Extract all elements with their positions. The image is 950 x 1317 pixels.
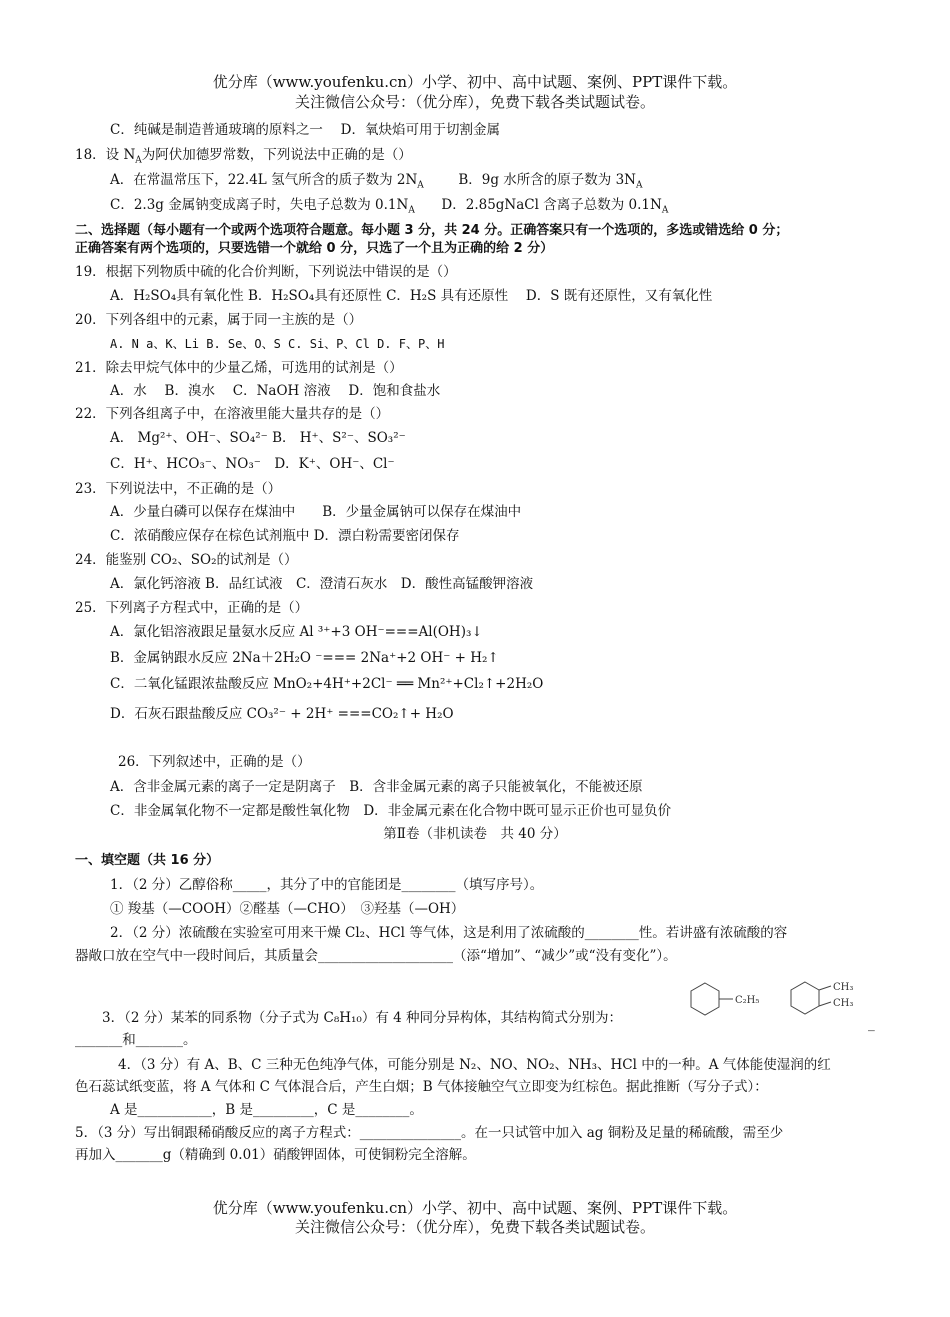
fill-q2-line-2: 器敞口放在空气中一段时间后，其质量会____________________（添“增加”、“减少”或“没有变化”）。 [75,948,677,964]
fill-q1-options: ① 羧基（—COOH）②醛基（—CHO） ③羟基（—OH） [110,901,465,917]
footer-line-1: 优分库（www.youfenku.cn）小学、初中、高中试题、案例、PPT课件下载。 [212,1199,738,1217]
q22-options-cd: C．H⁺、HCO₃⁻、NO₃⁻ D．K⁺、OH⁻、Cl⁻ [110,456,395,472]
fill-section-heading: 一、填空题（共 16 分） [75,853,220,868]
q17-options-cd: C．纯碱是制造普通玻璃的原料之一 D．氧炔焰可用于切割金属 [110,122,500,138]
methyl-label-1: CH₃ [833,982,854,993]
fill-q1: 1．（2 分）乙醇俗称_____，其分了中的官能团是________（填写序号）。 [110,877,544,893]
q25-option-c: C．二氧化锰跟浓盐酸反应 MnO₂+4H⁺+2Cl⁻ ══ Mn²⁺+Cl₂↑+2H₂O [110,676,544,692]
q23-stem: 23．下列说法中，不正确的是（） [75,481,282,497]
q20-stem: 20．下列各组中的元素，属于同一主族的是（） [75,312,363,328]
q23-options-cd: C．浓硝酸应保存在棕色试剂瓶中 D．漂白粉需要密闭保存 [110,528,460,544]
fill-q5-line-1: 5．（3 分）写出铜跟稀硝酸反应的离子方程式：_______________。在一只试管中加入 ag 铜粉及足量的稀硫酸，需至少 [75,1125,784,1141]
q18-options-cd: C．2.3g 金属钠变成离子时，失电子总数为 $0.1N_A$ D．2.85gNaCl 含离子总数为 $0.1N_A$ [110,197,669,216]
ethylbenzene-structure [685,975,770,1025]
q21-stem: 21．除去甲烷气体中的少量乙烯，可选用的试剂是（） [75,360,403,376]
fill-q4-line-1: 4．（3 分）有 A、B、C 三种无色纯净气体，可能分别是 N₂、NO、NO₂、NH₃、HCl 中的一种。A 气体能使湿润的红 [118,1057,831,1073]
q25-stem: 25．下列离子方程式中，正确的是（） [75,600,309,616]
fill-q5-line-2: 再加入_______g（精确到 0.01）硝酸钾固体，可使铜粉完全溶解。 [75,1147,476,1163]
fill-q3-line-2: _______和_______。 [75,1032,197,1048]
fill-q3-line-1: 3．（2 分）某苯的同系物（分子式为 C₈H₁₀）有 4 种同分异构体，其结构简式分别为： [102,1010,623,1026]
footer-line-2: 关注微信公众号：（优分库），免费下载各类试题试卷。 [294,1218,655,1236]
fill-q4-line-3: A 是___________，B 是_________，C 是________。 [110,1102,423,1118]
ethyl-label: C₂H₅ [735,995,760,1006]
section2-heading-1: 二、选择题（每小题有一个或两个选项符合题意。每小题 3 分，共 24 分。正确答案只有一个选项的，多选或错选给 0 分； [75,223,789,238]
q25-option-b: B．金属钠跟水反应 2Na＋2H₂O ⁻=== 2Na⁺+2 OH⁻ + H₂↑ [110,650,499,666]
q26-options-ab: A．含非金属元素的离子一定是阴离子 B．含非金属元素的离子只能被氧化，不能被还原 [110,779,643,795]
section2-heading-2: 正确答案有两个选项的，只要选错一个就给 0 分，只选了一个且为正确的给 2 分） [75,241,554,256]
q24-stem: 24．能鉴别 CO₂、SO₂的试剂是（） [75,552,298,568]
q18-stem: 18．设 $N_A$为阿伏加德罗常数，下列说法中正确的是（） [75,147,412,166]
q26-options-cd: C．非金属氧化物不一定都是酸性氧化物 D．非金属元素在化合物中既可显示正价也可显负价 [110,803,672,819]
q18-options-ab: A．在常温常压下，22.4L 氢气所含的质子数为 $2N_A$ B．9g 水所含的原子数为 $3N_A$ [110,172,643,191]
q21-options: A．水 B．溴水 C．NaOH 溶液 D．饱和食盐水 [110,383,441,399]
volume-2-title: 第Ⅱ卷（非机读卷 共 40 分） [383,826,567,842]
q24-options: A．氯化钙溶液 B．品红试液 C．澄清石灰水 D．酸性高锰酸钾溶液 [110,576,534,592]
fill-q3-tail: _ [868,1016,875,1032]
q20-options: A. N a、K、Li B. Se、O、S C. Si、P、Cl D. F、P、H [110,337,445,351]
methyl-label-2: CH₃ [833,998,854,1009]
header-line-2: 关注微信公众号：（优分库），免费下载各类试题试卷。 [294,93,655,111]
q22-options-ab: A． Mg²⁺、OH⁻、SO₄²⁻ B． H⁺、S²⁻、SO₃²⁻ [110,430,406,446]
q22-stem: 22．下列各组离子中，在溶液里能大量共存的是（） [75,406,390,422]
q25-option-a: A．氯化铝溶液跟足量氨水反应 Al ³⁺+3 OH⁻===Al(OH)₃↓ [110,624,483,640]
q19-stem: 19．根据下列物质中硫的化合价判断，下列说法中错误的是（） [75,264,457,280]
q25-option-d: D．石灰石跟盐酸反应 CO₃²⁻ + 2H⁺ ===CO₂↑+ H₂O [110,706,454,722]
q23-options-ab: A．少量白磷可以保存在煤油中 B．少量金属钠可以保存在煤油中 [110,504,522,520]
xylene-structure [785,972,870,1027]
q26-stem: 26．下列叙述中，正确的是（） [118,754,311,770]
fill-q4-line-2: 色石蕊试纸变蓝，将 A 气体和 C 气体混合后，产生白烟；B 气体接触空气立即变为红棕色。据此推断（写分子式）： [75,1079,768,1095]
q19-options: A．H₂SO₄具有氧化性 B．H₂SO₄具有还原性 C．H₂S 具有还原性 D．S 既有还原性，又有氧化性 [110,288,713,304]
header-line-1: 优分库（www.youfenku.cn）小学、初中、高中试题、案例、PPT课件下载。 [212,73,738,91]
fill-q2-line-1: 2．（2 分）浓硫酸在实验室可用来干燥 Cl₂、HCl 等气体，这是利用了浓硫酸的________性。若讲盛有浓硫酸的容 [110,925,788,941]
